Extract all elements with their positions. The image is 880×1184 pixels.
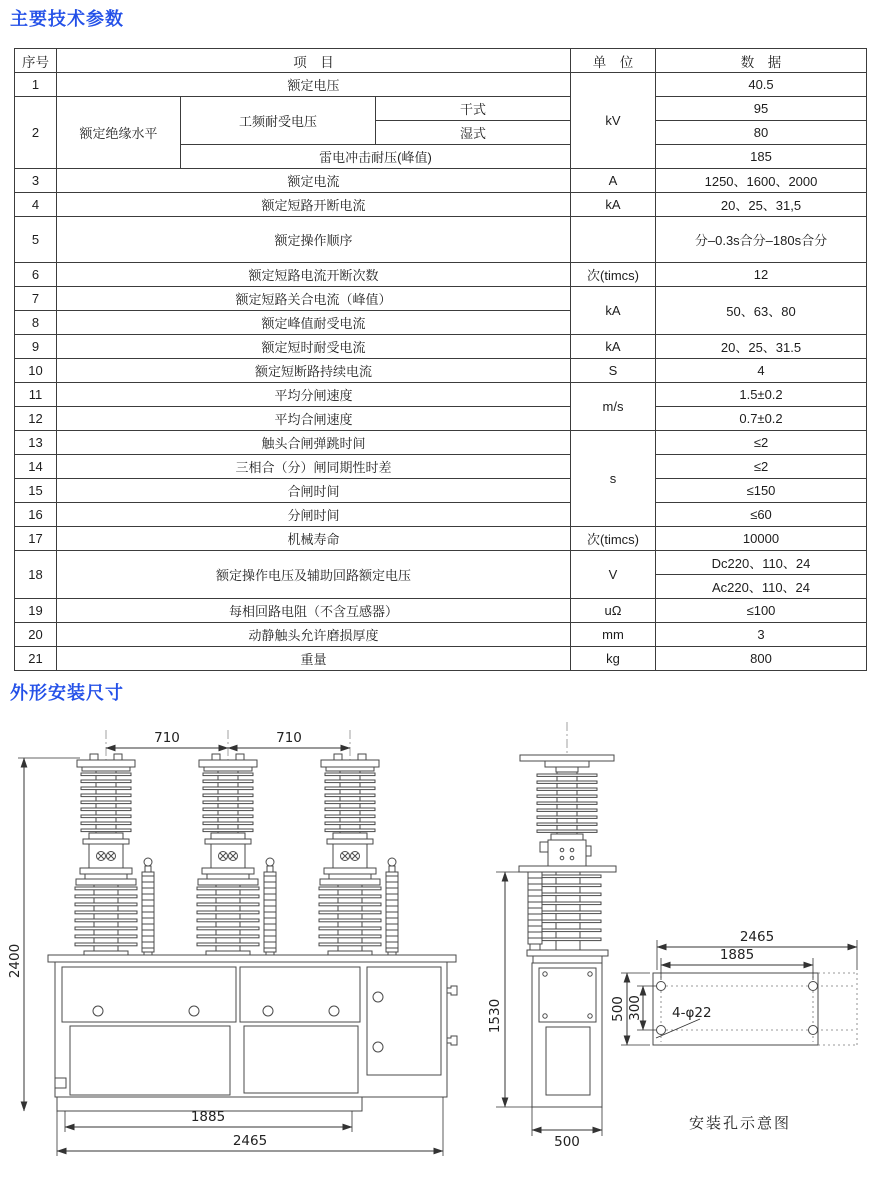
col-header-data: 数 据 xyxy=(656,49,867,73)
dim-label-front-height: 2400 xyxy=(7,943,23,979)
dim-label-mount-hole-span: 1885 xyxy=(719,947,755,963)
cell-no: 16 xyxy=(15,503,57,527)
table-row xyxy=(15,263,867,287)
section-title-parameters: 主要技术参数 xyxy=(10,9,124,29)
cell-item: 额定短断路持续电流 xyxy=(57,359,571,383)
dim-label-phase-spacing-1: 710 xyxy=(154,730,180,746)
dim-label-front-inner-width: 1885 xyxy=(190,1109,226,1125)
cell-unit: s xyxy=(571,431,656,527)
cell-unit: kA xyxy=(571,193,656,217)
cell-item: 触头合闸弹跳时间 xyxy=(57,431,571,455)
cell-data: 40.5 xyxy=(656,73,867,97)
cell-no: 2 xyxy=(15,97,57,169)
technical-parameters-table xyxy=(14,48,867,671)
dimension-drawings xyxy=(0,714,880,1184)
section-title-dimensions: 外形安装尺寸 xyxy=(10,683,124,703)
cell-data: 80 xyxy=(656,121,867,145)
cell-item: 额定操作电压及辅助回路额定电压 xyxy=(57,551,571,599)
table-row xyxy=(15,599,867,623)
cell-data: 10000 xyxy=(656,527,867,551)
cell-no: 11 xyxy=(15,383,57,407)
cell-item: 每相回路电阻（不含互感器） xyxy=(57,599,571,623)
cell-no: 21 xyxy=(15,647,57,671)
cell-item: 额定短时耐受电流 xyxy=(57,335,571,359)
cell-item: 额定峰值耐受电流 xyxy=(57,311,571,335)
cell-no: 15 xyxy=(15,479,57,503)
cell-item-impulse: 雷电冲击耐压(峰值) xyxy=(181,145,571,169)
cell-no: 4 xyxy=(15,193,57,217)
cell-item-group: 额定绝缘水平 xyxy=(57,97,181,169)
cell-item: 机械寿命 xyxy=(57,527,571,551)
table-row xyxy=(15,527,867,551)
cell-item: 分闸时间 xyxy=(57,503,571,527)
cell-no: 7 xyxy=(15,287,57,311)
cell-item: 额定电流 xyxy=(57,169,571,193)
cell-item: 额定短路电流开断次数 xyxy=(57,263,571,287)
col-header-item: 项 目 xyxy=(57,49,571,73)
cell-data: 95 xyxy=(656,97,867,121)
cell-data: Ac220、110、24 xyxy=(656,575,867,599)
cell-item: 三相合（分）闸同期性时差 xyxy=(57,455,571,479)
cell-data: 1.5±0.2 xyxy=(656,383,867,407)
table-row xyxy=(15,169,867,193)
cell-data: ≤150 xyxy=(656,479,867,503)
table-row xyxy=(15,359,867,383)
col-header-no: 序号 xyxy=(15,49,57,73)
cell-no: 6 xyxy=(15,263,57,287)
cell-no: 3 xyxy=(15,169,57,193)
table-row xyxy=(15,503,867,527)
cell-no: 20 xyxy=(15,623,57,647)
dim-label-mount-holes: 4-φ22 xyxy=(672,1005,712,1021)
cell-item: 额定短路关合电流（峰值） xyxy=(57,287,571,311)
cell-unit: kg xyxy=(571,647,656,671)
cell-item: 平均合闸速度 xyxy=(57,407,571,431)
table-row xyxy=(15,623,867,647)
table-row xyxy=(15,455,867,479)
cell-no: 12 xyxy=(15,407,57,431)
table-row xyxy=(15,287,867,311)
cell-item-wet: 湿式 xyxy=(376,121,571,145)
dim-label-phase-spacing-2: 710 xyxy=(276,730,302,746)
dim-label-front-total-width: 2465 xyxy=(232,1133,268,1149)
mounting-hole-diagram xyxy=(610,929,857,1132)
cell-data: 20、25、31.5 xyxy=(656,335,867,359)
cell-data: ≤2 xyxy=(656,455,867,479)
table-row xyxy=(15,407,867,431)
dim-label-side-height: 1530 xyxy=(487,998,503,1034)
cell-data: 0.7±0.2 xyxy=(656,407,867,431)
table-row xyxy=(15,335,867,359)
col-header-unit: 单 位 xyxy=(571,49,656,73)
table-header-row xyxy=(15,49,867,73)
cell-no: 19 xyxy=(15,599,57,623)
table-row xyxy=(15,193,867,217)
cell-unit: m/s xyxy=(571,383,656,431)
cell-unit: kA xyxy=(571,287,656,335)
cell-unit xyxy=(571,217,656,263)
cell-item: 额定电压 xyxy=(57,73,571,97)
dim-label-side-depth: 500 xyxy=(554,1134,580,1150)
cell-data: 3 xyxy=(656,623,867,647)
table-row xyxy=(15,97,867,121)
table-row xyxy=(15,217,867,263)
cell-item: 额定操作顺序 xyxy=(57,217,571,263)
cell-data: 50、63、80 xyxy=(656,287,867,335)
cell-data: 分–0.3s合分–180s合分 xyxy=(656,217,867,263)
cell-unit: kA xyxy=(571,335,656,359)
cell-unit: A xyxy=(571,169,656,193)
cell-no: 10 xyxy=(15,359,57,383)
table-row xyxy=(15,551,867,575)
cell-no: 17 xyxy=(15,527,57,551)
cell-data: Dc220、110、24 xyxy=(656,551,867,575)
cell-item: 合闸时间 xyxy=(57,479,571,503)
cell-data: ≤2 xyxy=(656,431,867,455)
cell-unit: V xyxy=(571,551,656,599)
cell-item: 动静触头允许磨损厚度 xyxy=(57,623,571,647)
cell-data: 185 xyxy=(656,145,867,169)
cell-unit: S xyxy=(571,359,656,383)
cell-data: 1250、1600、2000 xyxy=(656,169,867,193)
cell-no: 13 xyxy=(15,431,57,455)
table-row xyxy=(15,479,867,503)
cell-data: ≤60 xyxy=(656,503,867,527)
table-row xyxy=(15,647,867,671)
cell-unit: 次(timcs) xyxy=(571,263,656,287)
front-view xyxy=(7,730,457,1156)
cell-data: 20、25、31,5 xyxy=(656,193,867,217)
table-row xyxy=(15,383,867,407)
mounting-diagram-caption: 安装孔示意图 xyxy=(688,1115,792,1132)
cell-data: ≤100 xyxy=(656,599,867,623)
cell-item-sub: 工频耐受电压 xyxy=(181,97,376,145)
cell-item: 平均分闸速度 xyxy=(57,383,571,407)
dim-label-mount-depth: 500 xyxy=(610,996,626,1022)
cell-unit: kV xyxy=(571,73,656,169)
cell-no: 9 xyxy=(15,335,57,359)
cell-no: 14 xyxy=(15,455,57,479)
cell-data: 800 xyxy=(656,647,867,671)
cell-data: 4 xyxy=(656,359,867,383)
cell-item-dry: 干式 xyxy=(376,97,571,121)
cell-no: 5 xyxy=(15,217,57,263)
cell-no: 18 xyxy=(15,551,57,599)
side-view xyxy=(487,722,616,1150)
cell-unit: uΩ xyxy=(571,599,656,623)
table-row xyxy=(15,431,867,455)
table-row xyxy=(15,73,867,97)
dim-label-mount-total-width: 2465 xyxy=(739,929,775,945)
cell-data: 12 xyxy=(656,263,867,287)
cell-no: 1 xyxy=(15,73,57,97)
cell-item: 重量 xyxy=(57,647,571,671)
cell-unit: 次(timcs) xyxy=(571,527,656,551)
cell-item: 额定短路开断电流 xyxy=(57,193,571,217)
cell-unit: mm xyxy=(571,623,656,647)
cell-no: 8 xyxy=(15,311,57,335)
dim-label-mount-hole-vspan: 300 xyxy=(627,995,643,1021)
